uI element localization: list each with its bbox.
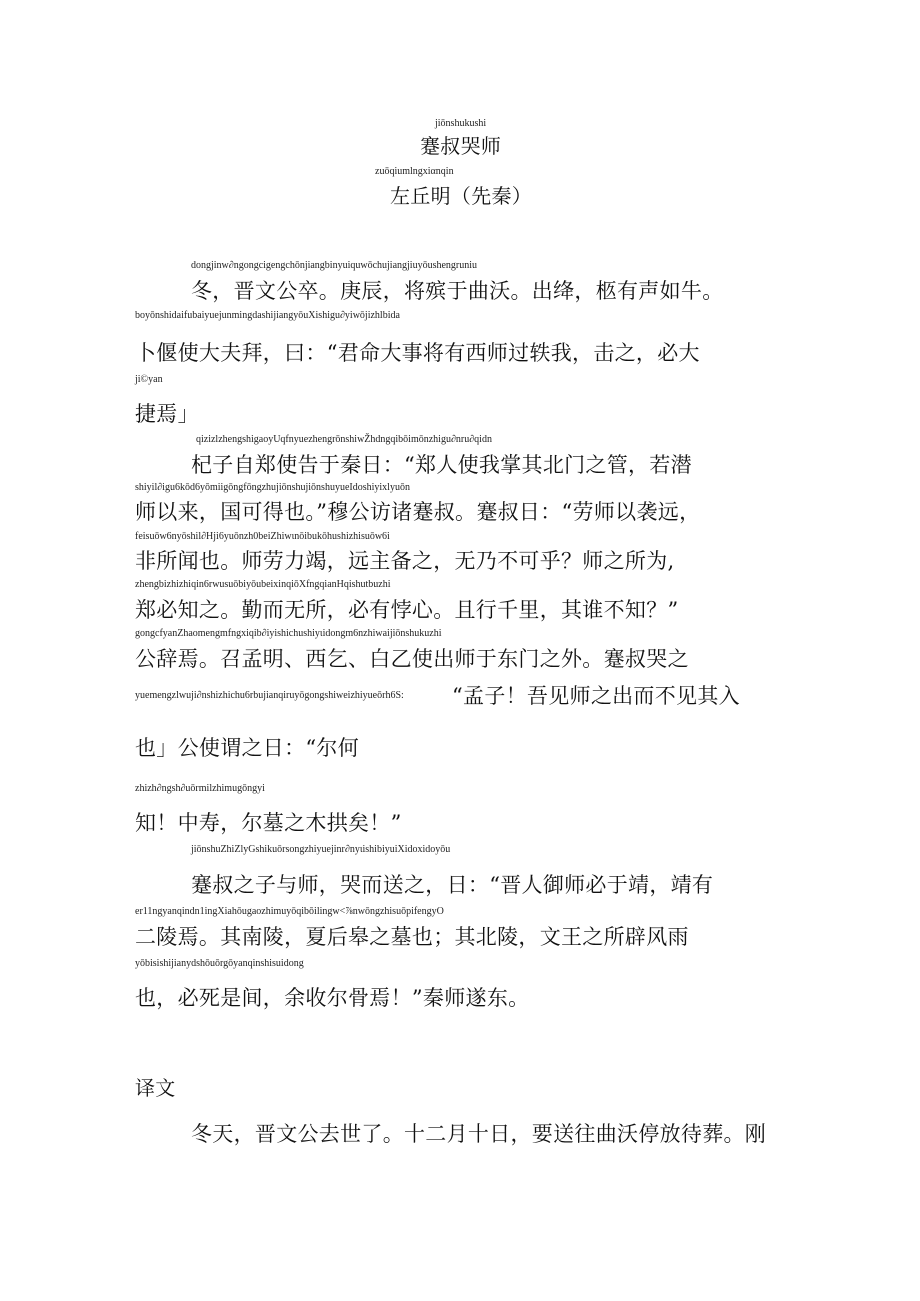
line-pinyin: shiyil∂igu6kōd6yōmiigōngfōngzhujiōnshujiōnshuyueIdoshiyixlyuōn [135, 482, 410, 493]
line-pinyin: zhizh∂ngsh∂uōrmilzhimugōngyi [135, 783, 265, 794]
line-pinyin: jiōnshuZhiZlyGshikuōrsongzhiyuejinr∂nyιishibiyuiXidoxidoyōu [191, 844, 451, 855]
line-text: 蹇叔之子与师，哭而送之，日：“晋人御师必于靖，靖有 [191, 873, 714, 897]
line-pinyin: boyōnshidaifubaiyuejunmingdashijiangyōuXishigu∂yiwōjizhlbida [135, 310, 400, 321]
line-text: “孟子！吾见师之出而不见其入 [452, 684, 740, 708]
line-text: 二陵焉。其南陵，夏后皋之墓也；其北陵，文王之所辟风雨 [135, 925, 689, 949]
line-pinyin: dongjinw∂ngongcigengchōnjiangbinyuiquwōchujiangjiuyōushengruniu [191, 260, 478, 271]
line-text: 公辞焉。召孟明、西乞、白乙使出师于东门之外。蹇叔哭之 [135, 647, 689, 671]
translation-heading: 译文 [135, 1076, 176, 1100]
line-text: 冬，晋文公卒。庚辰，将殡于曲沃。出绛，柩有声如牛。 [191, 279, 724, 303]
line-text: 也，必死是间，余收尔骨焉！”秦师遂东。 [135, 986, 530, 1010]
author-pinyin: zuōqiumlngxiαnqin [375, 166, 454, 177]
line-pinyin: yuemengzlwuji∂nshizhichu6rbujianqiruyōgongshiweizhiyueōrh6S: [135, 690, 404, 701]
line-pinyin: er11ngyanqindn1ingXiahōugaozhimuyōqibōilingw<⅞nwōngzhisuōpifengyO [135, 906, 444, 917]
line-text: 卜偃使大夫拜，曰：“君命大事将有西师过轶我，击之，必大 [135, 341, 700, 365]
line-text: 郑必知之。勤而无所，必有悖心。且行千里，其谁不知？” [135, 598, 679, 622]
line-text: 非所闻也。师劳力竭，远主备之，无乃不可乎？师之所为, [135, 549, 675, 573]
line-text: 师以来，国可得也。”穆公访诸蹇叔。蹇叔日：“劳师以袭远， [135, 500, 701, 524]
translation-first-line: 冬天，晋文公去世了。十二月十日，要送往曲沃停放待葬。刚 [191, 1122, 767, 1146]
poem-title: 蹇叔哭师 [420, 134, 502, 158]
line-pinyin: ji©yan [135, 374, 163, 385]
line-text: 杞子自郑使告于秦日：“郑人使我掌其北门之管，若潜 [191, 453, 692, 477]
line-pinyin: yōbisishijianydshōuōrgōyanqinshisuidong [135, 958, 304, 969]
author-line: 左丘明（先秦） [390, 184, 533, 208]
line-pinyin: zhengbizhizhiqin6rwusuōbiyōubeixinqiōXfngqianHqishutbuzhi [135, 579, 391, 590]
line-pinyin: qizizlzhengshigaoyUqfnyuezhengrōnshiwŽhdngqibōimōnzhigu∂nru∂qidn [196, 434, 492, 445]
line-pinyin: gongcfyanZhaomengmfngxiqib∂iyishichushiyιidongm6nzhiwaijiōnshukuzhi [135, 628, 442, 639]
line-text: 知！中寿，尔墓之木拱矣！” [135, 811, 402, 835]
line-pinyin: feisuōw6nyōshil∂Hji6yuōnzh0beiZhiwιnōibukōhushizhisuōw6i [135, 531, 390, 542]
line-text: 捷焉」 [135, 402, 199, 426]
line-text: 也」公使谓之日：“尔何 [135, 736, 360, 760]
title-pinyin: jiōnshukushi [435, 118, 487, 129]
